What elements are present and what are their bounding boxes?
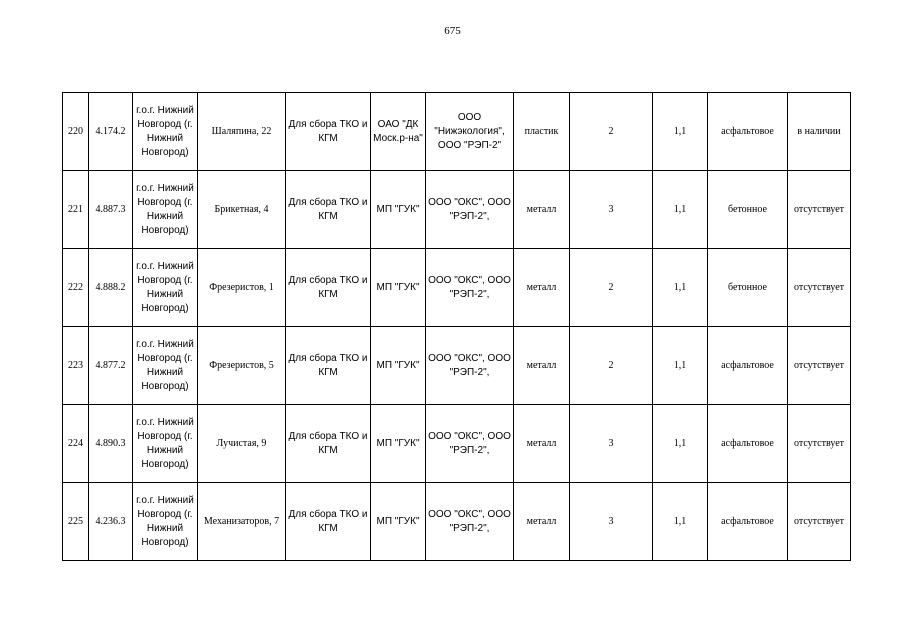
fence-status-cell: в наличии <box>788 93 851 171</box>
site-code-cell: 4.877.2 <box>89 327 133 405</box>
purpose-cell: Для сбора ТКО и КГМ <box>286 249 371 327</box>
service-organization-cell: ООО "ОКС", ООО "РЭП-2", <box>426 249 514 327</box>
container-volume-cell: 1,1 <box>653 249 708 327</box>
fence-status-cell: отсутствует <box>788 249 851 327</box>
purpose-cell: Для сбора ТКО и КГМ <box>286 93 371 171</box>
locality-cell: г.о.г. Нижний Новгород (г. Нижний Новгород) <box>133 249 198 327</box>
surface-type-cell: бетонное <box>708 171 788 249</box>
container-count-cell: 3 <box>570 405 653 483</box>
container-material-cell: металл <box>514 171 570 249</box>
container-volume-cell: 1,1 <box>653 93 708 171</box>
container-material-cell: металл <box>514 483 570 561</box>
site-code-cell: 4.174.2 <box>89 93 133 171</box>
service-organization-cell: ООО "ОКС", ООО "РЭП-2", <box>426 405 514 483</box>
address-cell: Лучистая, 9 <box>198 405 286 483</box>
row-number-cell: 221 <box>63 171 89 249</box>
container-site-table <box>62 92 851 561</box>
fence-status-cell: отсутствует <box>788 405 851 483</box>
surface-type-cell: асфальтовое <box>708 93 788 171</box>
table-row <box>63 249 851 327</box>
owner-cell: МП "ГУК" <box>371 483 426 561</box>
container-volume-cell: 1,1 <box>653 327 708 405</box>
surface-type-cell: асфальтовое <box>708 405 788 483</box>
row-number-cell: 222 <box>63 249 89 327</box>
owner-cell: МП "ГУК" <box>371 327 426 405</box>
locality-cell: г.о.г. Нижний Новгород (г. Нижний Новгород) <box>133 405 198 483</box>
container-volume-cell: 1,1 <box>653 171 708 249</box>
container-count-cell: 3 <box>570 171 653 249</box>
container-count-cell: 2 <box>570 249 653 327</box>
site-code-cell: 4.890.3 <box>89 405 133 483</box>
address-cell: Фрезеристов, 1 <box>198 249 286 327</box>
locality-cell: г.о.г. Нижний Новгород (г. Нижний Новгород) <box>133 327 198 405</box>
table-row <box>63 483 851 561</box>
container-material-cell: металл <box>514 327 570 405</box>
address-cell: Механизаторов, 7 <box>198 483 286 561</box>
container-count-cell: 3 <box>570 483 653 561</box>
row-number-cell: 220 <box>63 93 89 171</box>
container-material-cell: пластик <box>514 93 570 171</box>
surface-type-cell: бетонное <box>708 249 788 327</box>
table-row <box>63 405 851 483</box>
purpose-cell: Для сбора ТКО и КГМ <box>286 483 371 561</box>
row-number-cell: 225 <box>63 483 89 561</box>
owner-cell: МП "ГУК" <box>371 405 426 483</box>
purpose-cell: Для сбора ТКО и КГМ <box>286 171 371 249</box>
purpose-cell: Для сбора ТКО и КГМ <box>286 405 371 483</box>
site-code-cell: 4.236.3 <box>89 483 133 561</box>
service-organization-cell: ООО "ОКС", ООО "РЭП-2", <box>426 171 514 249</box>
service-organization-cell: ООО "ОКС", ООО "РЭП-2", <box>426 483 514 561</box>
table-row <box>63 93 851 171</box>
page-number: 675 <box>444 25 461 37</box>
container-count-cell: 2 <box>570 93 653 171</box>
owner-cell: МП "ГУК" <box>371 249 426 327</box>
address-cell: Шаляпина, 22 <box>198 93 286 171</box>
site-code-cell: 4.888.2 <box>89 249 133 327</box>
owner-cell: МП "ГУК" <box>371 171 426 249</box>
container-volume-cell: 1,1 <box>653 405 708 483</box>
site-code-cell: 4.887.3 <box>89 171 133 249</box>
fence-status-cell: отсутствует <box>788 483 851 561</box>
service-organization-cell: ООО "ОКС", ООО "РЭП-2", <box>426 327 514 405</box>
container-volume-cell: 1,1 <box>653 483 708 561</box>
container-count-cell: 2 <box>570 327 653 405</box>
service-organization-cell: ООО "Нижэкология", ООО "РЭП-2" <box>426 93 514 171</box>
purpose-cell: Для сбора ТКО и КГМ <box>286 327 371 405</box>
container-material-cell: металл <box>514 405 570 483</box>
fence-status-cell: отсутствует <box>788 171 851 249</box>
table-row <box>63 327 851 405</box>
container-material-cell: металл <box>514 249 570 327</box>
locality-cell: г.о.г. Нижний Новгород (г. Нижний Новгород) <box>133 171 198 249</box>
locality-cell: г.о.г. Нижний Новгород (г. Нижний Новгород) <box>133 483 198 561</box>
fence-status-cell: отсутствует <box>788 327 851 405</box>
table-row <box>63 171 851 249</box>
owner-cell: ОАО "ДК Моск.р-на" <box>371 93 426 171</box>
address-cell: Фрезеристов, 5 <box>198 327 286 405</box>
locality-cell: г.о.г. Нижний Новгород (г. Нижний Новгород) <box>133 93 198 171</box>
row-number-cell: 224 <box>63 405 89 483</box>
surface-type-cell: асфальтовое <box>708 483 788 561</box>
surface-type-cell: асфальтовое <box>708 327 788 405</box>
row-number-cell: 223 <box>63 327 89 405</box>
address-cell: Брикетная, 4 <box>198 171 286 249</box>
